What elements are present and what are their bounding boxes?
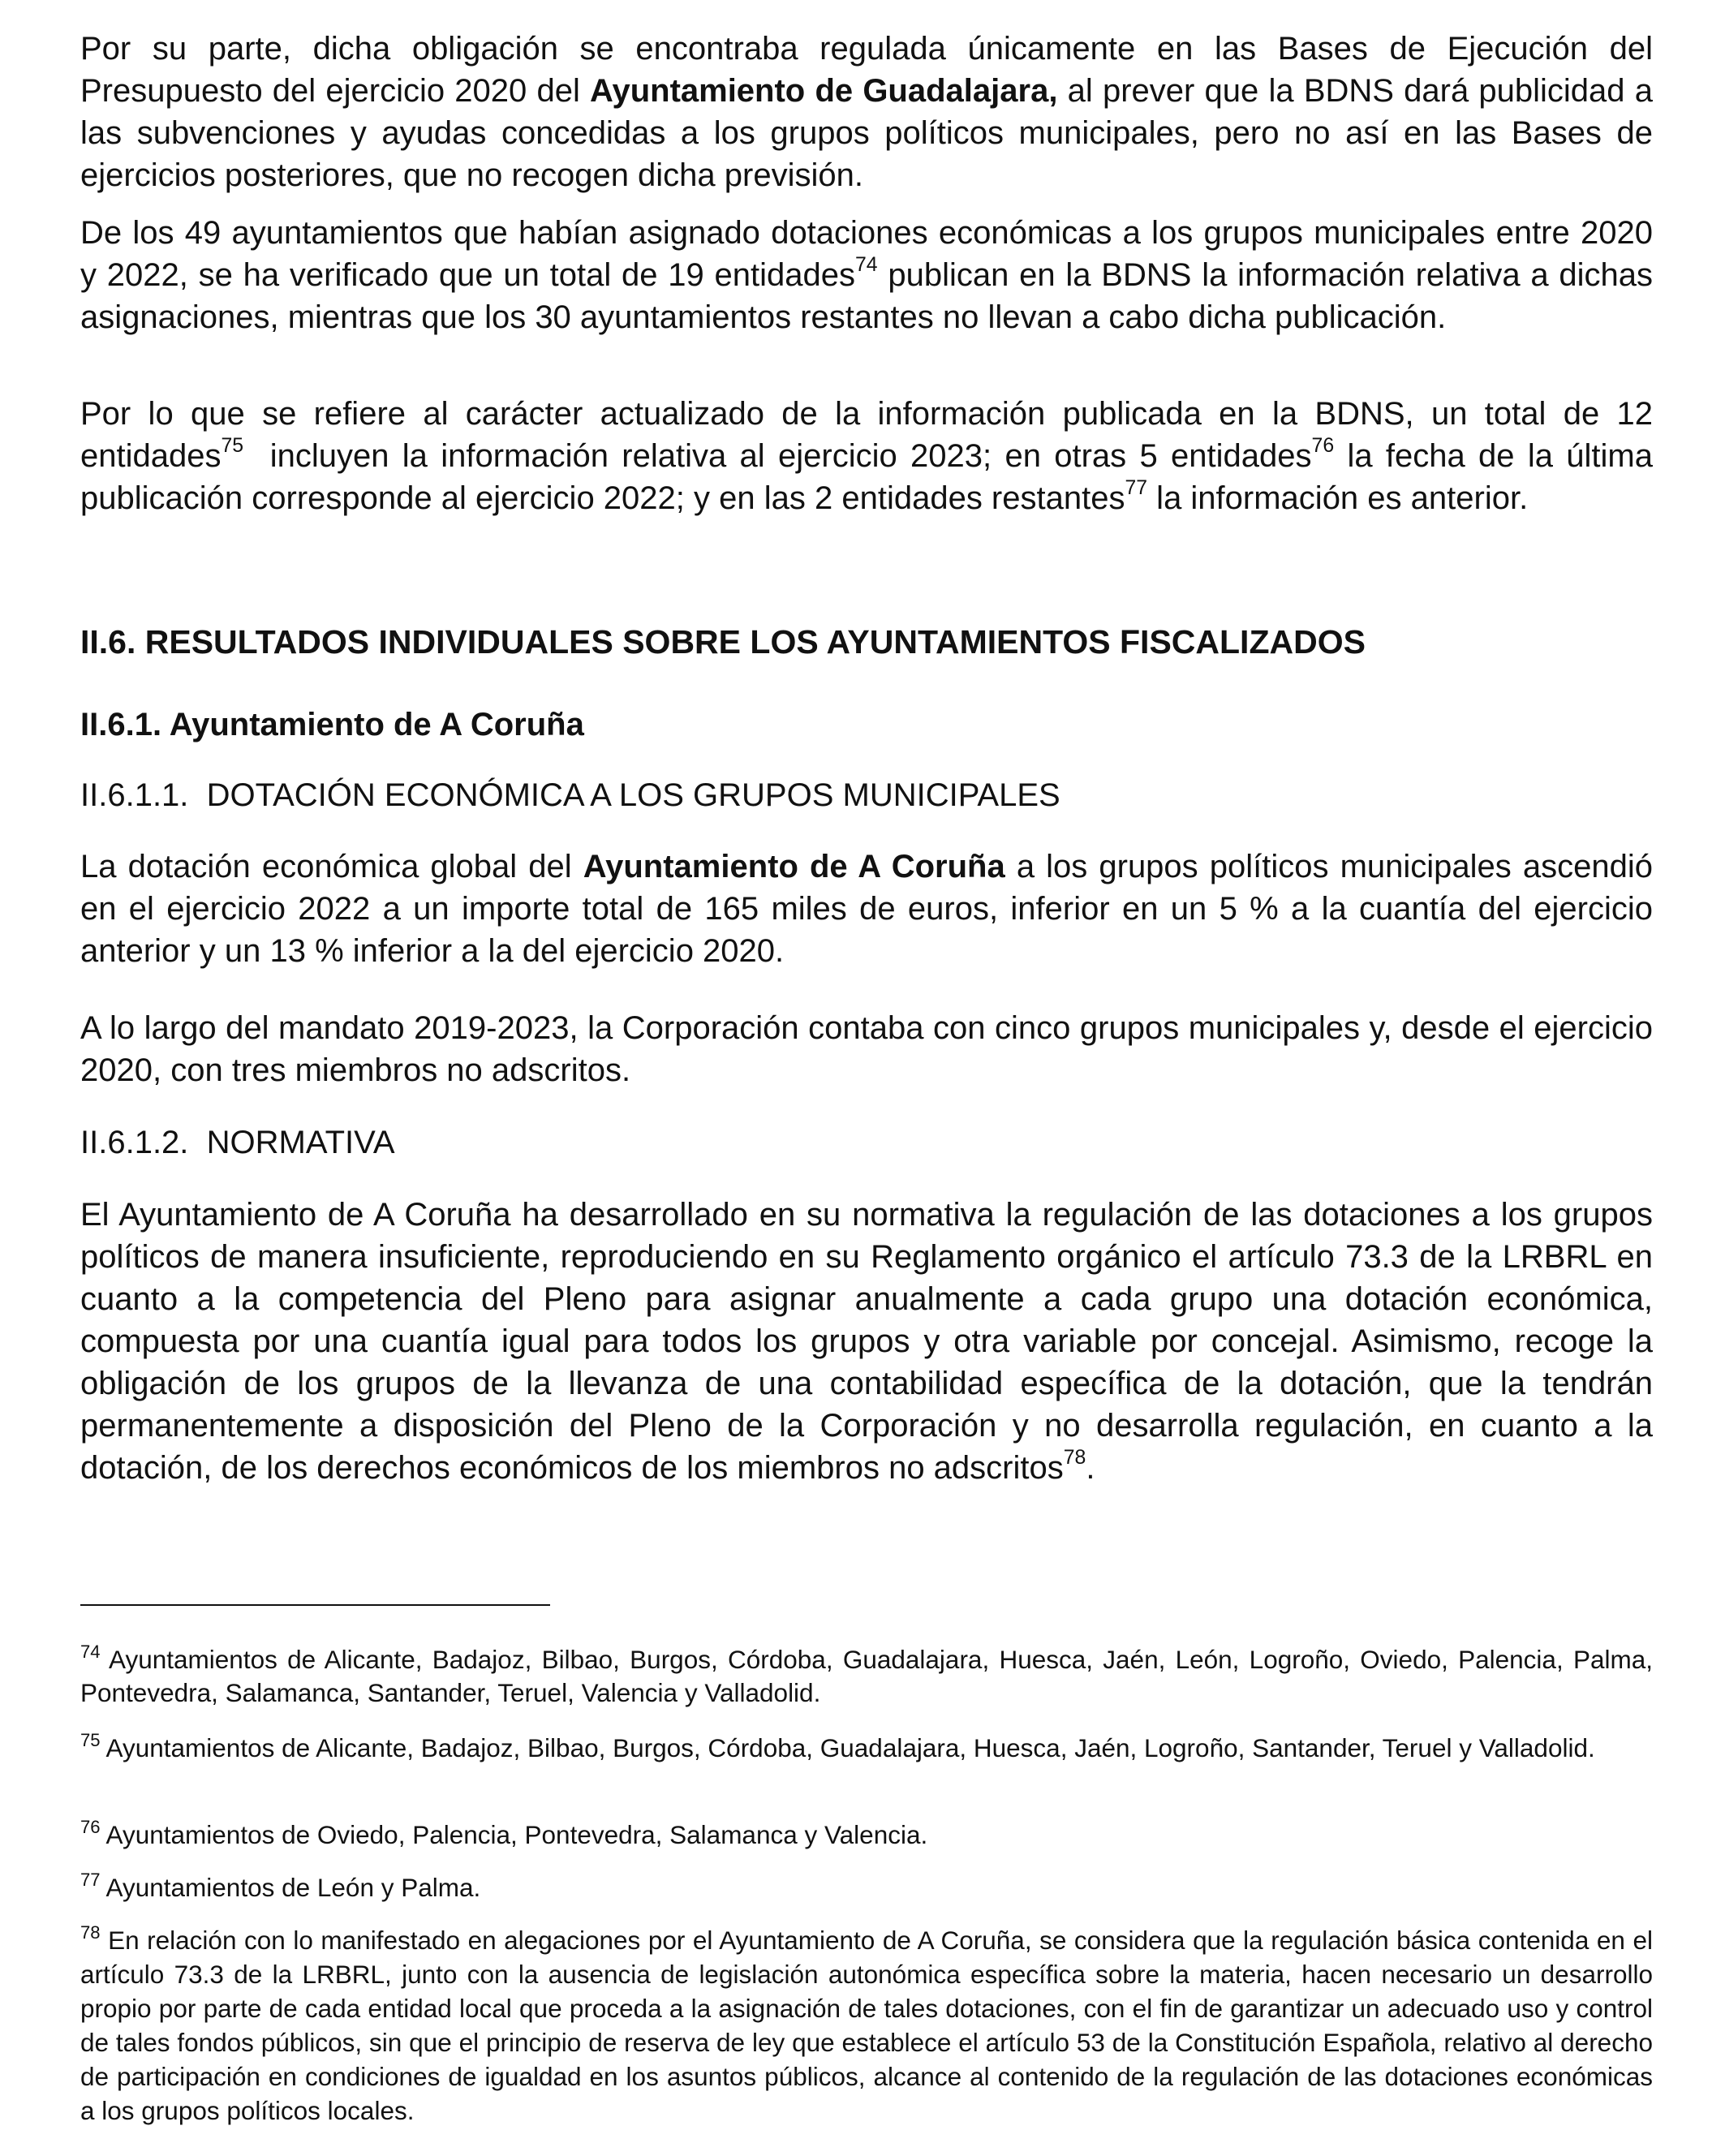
paragraph-dotacion <box>80 846 1653 972</box>
footnote-text: Ayuntamientos de Oviedo, Palencia, Pontevedra, Salamanca y Valencia. <box>100 1820 928 1849</box>
bold-entity-name: Ayuntamiento de Guadalajara, <box>590 73 1058 109</box>
paragraph-mandato: A lo largo del mandato 2019-2023, la Corporación contaba con cinco grupos municipales y, desde el ejercicio 2020, con tres miembros no adscritos. <box>80 1010 1653 1088</box>
paragraph-guadalajara-obligation <box>80 28 1653 196</box>
paragraph-bdns-update <box>80 393 1653 519</box>
footnote-text: Ayuntamientos de León y Palma. <box>100 1873 481 1902</box>
footnote-number: 74 <box>80 1641 101 1662</box>
footnote-text: Ayuntamientos de Alicante, Badajoz, Bilbao, Burgos, Córdoba, Guadalajara, Huesca, Jaén, León, Logroño, Oviedo, Palencia, Palma, Pontevedra, Salamanca, Santander, Teruel, Valencia y Valladolid. <box>80 1645 1653 1707</box>
paragraph-bdns-publication <box>80 212 1653 338</box>
text: publican en la BDNS la información relativa a dichas asignaciones, mientras que los 30 ayuntamientos restantes no llevan a cabo dicha publicación. <box>80 257 1653 335</box>
footnote-number: 78 <box>80 1921 101 1943</box>
footnote-77 <box>80 1871 1653 1904</box>
footnote-number: 76 <box>80 1816 101 1837</box>
footnote-number: 77 <box>80 1869 101 1890</box>
text: Por lo que se refiere al carácter actualizado de la información publicada en la BDNS, un total de 12 entidades <box>80 396 1653 474</box>
footnote-ref-74[interactable]: 74 <box>855 254 878 277</box>
text: incluyen la información relativa al ejercicio 2023; en otras 5 entidades <box>243 438 1312 474</box>
text: la información es anterior. <box>1147 480 1529 516</box>
section-heading: II.6. RESULTADOS INDIVIDUALES SOBRE LOS AYUNTAMIENTOS FISCALIZADOS <box>80 623 1366 661</box>
paragraph-normativa <box>80 1194 1653 1489</box>
subsubsection-heading-normativa: II.6.1.2. NORMATIVA <box>80 1125 395 1160</box>
text: Por su parte, dicha obligación se encontraba regulada únicamente en las Bases de Ejecución del Presupuesto del ejercicio 2020 del <box>80 31 1653 109</box>
footnote-number: 75 <box>80 1729 101 1750</box>
footnote-ref-78[interactable]: 78 <box>1063 1447 1086 1470</box>
footnote-ref-75[interactable]: 75 <box>221 435 244 458</box>
text: al prever que la BDNS dará publicidad a las subvenciones y ayudas concedidas a los grupos políticos municipales, pero no así en las Bases de ejercicios posteriores, que no recogen dicha previsión. <box>80 73 1653 193</box>
subsection-heading: II.6.1. Ayuntamiento de A Coruña <box>80 707 584 742</box>
footnote-ref-76[interactable]: 76 <box>1311 435 1335 458</box>
text: a los grupos políticos municipales ascendió en el ejercicio 2022 a un importe total de 165 miles de euros, inferior en un 5 % a la cuantía del ejercicio anterior y un 13 % inferior a la del ejercicio 2020. <box>80 849 1653 969</box>
footnote-74 <box>80 1643 1653 1710</box>
text: El Ayuntamiento de A Coruña ha desarrollado en su normativa la regulación de las dotaciones a los grupos políticos de manera insuficiente, reproduciendo en su Reglamento orgánico el artículo 73.3 de la LRBRL en cuanto a la competencia del Pleno para asignar anualmente a cada grupo una dotación económica, compuesta por una cuantía igual para todos los grupos y otra variable por concejal. Asimismo, recoge la obligación de los grupos de la llevanza de una contabilidad específica de la dotación, que la tendrán permanentemente a disposición del Pleno de la Corporación y no desarrolla regulación, en cuanto a la dotación, de los derechos económicos de los miembros no adscritos <box>80 1197 1653 1486</box>
subsubsection-heading-dotacion: II.6.1.1. DOTACIÓN ECONÓMICA A LOS GRUPOS MUNICIPALES <box>80 777 1060 813</box>
bold-entity-name: Ayuntamiento de A Coruña <box>583 849 1005 884</box>
text: la fecha de la última publicación corresponde al ejercicio 2022; y en las 2 entidades restantes <box>80 438 1654 516</box>
text: De los 49 ayuntamientos que habían asignado dotaciones económicas a los grupos municipales entre 2020 y 2022, se ha verificado que un total de 19 entidades <box>80 215 1653 293</box>
footnote-75 <box>80 1729 1653 1765</box>
footnote-ref-77[interactable]: 77 <box>1125 477 1148 500</box>
text: La dotación económica global del <box>80 849 583 884</box>
text: . <box>1086 1450 1095 1486</box>
footnote-78 <box>80 1923 1653 2128</box>
footnote-text: Ayuntamientos de Alicante, Badajoz, Bilbao, Burgos, Córdoba, Guadalajara, Huesca, Jaén, Logroño, Santander, Teruel y Valladolid. <box>100 1733 1595 1762</box>
footnote-text: En relación con lo manifestado en alegaciones por el Ayuntamiento de A Coruña, se considera que la regulación básica contenida en el artículo 73.3 de la LRBRL, junto con la ausencia de legislación autonómica específica sobre la materia, hacen necesario un desarrollo propio por parte de cada entidad local que proceda a la asignación de tales dotaciones, con el fin de garantizar un adecuado uso y control de tales fondos públicos, sin que el principio de reserva de ley que establece el artículo 53 de la Constitución Española, relativo al derecho de participación en condiciones de igualdad en los asuntos públicos, alcance al contenido de la regulación de las dotaciones económicas a los grupos políticos locales. <box>80 1926 1653 2125</box>
footnote-separator <box>80 1604 550 1606</box>
footnote-76 <box>80 1818 1653 1852</box>
